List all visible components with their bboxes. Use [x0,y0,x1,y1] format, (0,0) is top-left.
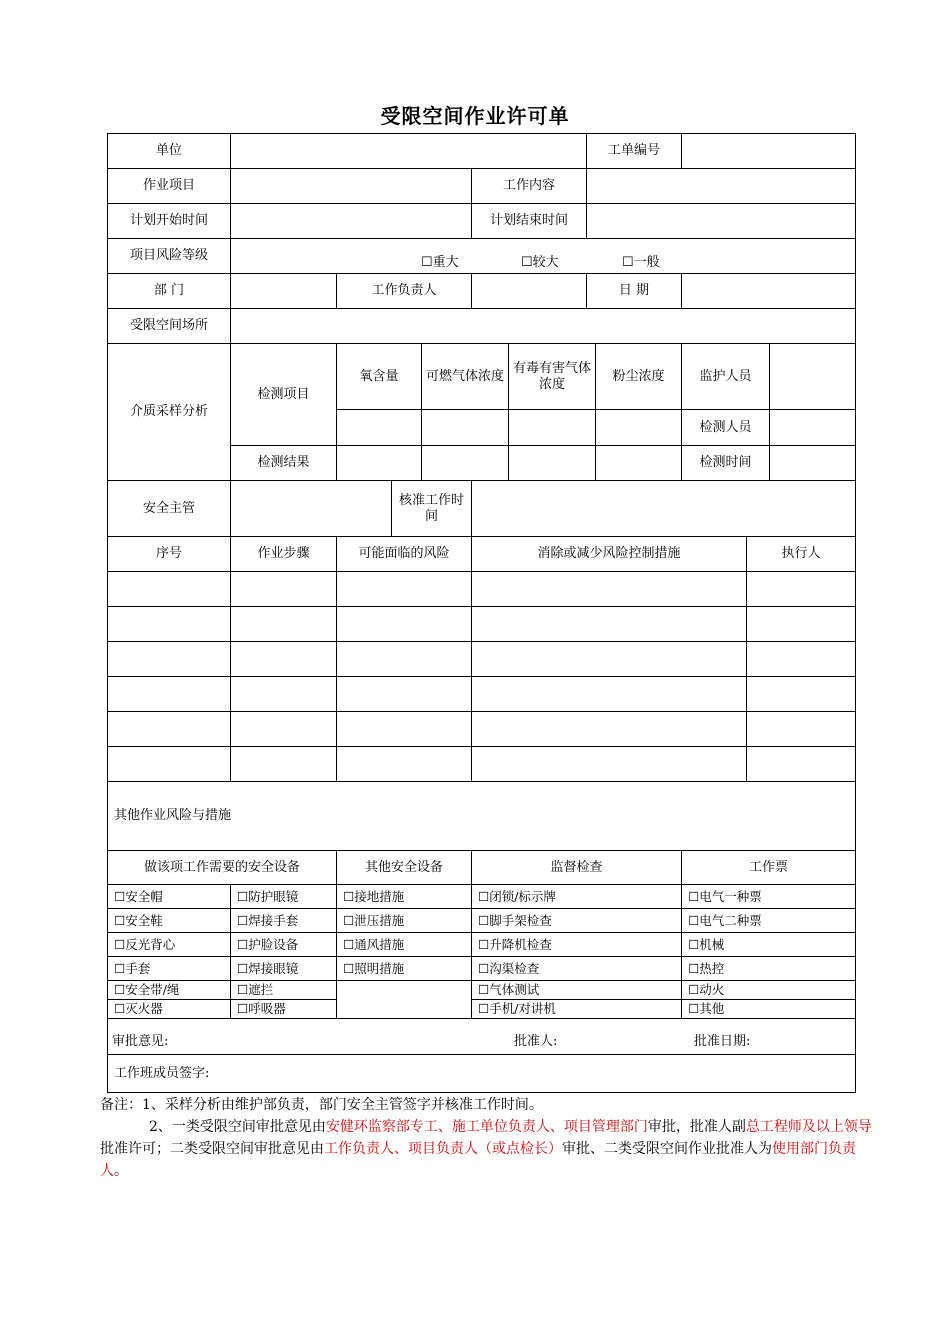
notes [100,1094,875,1182]
guardian-field[interactable] [769,343,856,410]
table-row[interactable] [107,676,231,712]
date-label: 日 期 [586,273,682,309]
table-row[interactable] [336,711,472,747]
checklist-item[interactable]: ☐护脸设备 [230,932,337,957]
note-2-red: 总工程师及以上领导 [745,1119,872,1135]
executor-header: 执行人 [746,536,856,572]
combustible-label: 可燃气体浓度 [421,343,509,410]
note-1: 备注：1、采样分析由维护部负责，部门安全主管签字并核准工作时间。 [100,1097,543,1113]
table-row[interactable] [230,606,337,642]
note-2-red: 工作负责人、项目负责人（或点检长） [324,1141,562,1157]
table-row[interactable] [471,711,747,747]
table-row[interactable] [746,711,856,747]
step-header: 作业步骤 [230,536,337,572]
dust-item-field[interactable] [595,409,682,446]
checklist-item[interactable]: ☐防护眼镜 [230,884,337,909]
table-row[interactable] [107,746,231,782]
checklist-item[interactable]: ☐安全带/绳 [107,980,231,1000]
checklist-empty [336,980,472,1019]
order-no-label: 工单编号 [586,133,682,169]
table-row[interactable] [230,571,337,607]
date-field[interactable] [681,273,856,309]
plan-end-label: 计划结束时间 [471,203,587,239]
supervision-header: 监督检查 [471,850,682,885]
other-risk-label: 其他作业风险与措施 [114,808,232,823]
table-row[interactable] [230,711,337,747]
checklist-item[interactable]: ☐照明措施 [336,956,472,981]
table-row[interactable] [746,746,856,782]
confined-place-field[interactable] [230,308,856,344]
table-row[interactable] [230,746,337,782]
toxic-label: 有毒有害气体浓度 [508,343,596,410]
checklist-item[interactable]: ☐手机/对讲机 [471,999,682,1019]
plan-start-field[interactable] [230,203,472,239]
verify-time-field[interactable] [471,480,856,537]
test-time-field[interactable] [769,445,856,481]
table-row[interactable] [336,676,472,712]
guardian-label: 监护人员 [681,343,770,410]
note-2 [100,1116,875,1182]
oxygen-result-field[interactable] [336,445,422,481]
oxygen-item-field[interactable] [336,409,422,446]
checklist-item[interactable]: ☐电气二种票 [681,908,856,933]
checklist-item[interactable]: ☐泄压措施 [336,908,472,933]
control-header: 消除或减少风险控制措施 [471,536,747,572]
table-row[interactable] [230,641,337,677]
seq-header: 序号 [107,536,231,572]
checklist-item[interactable]: ☐接地措施 [336,884,472,909]
equip-needed-header: 做该项工作需要的安全设备 [107,850,337,885]
table-row[interactable] [746,641,856,677]
table-row[interactable] [336,571,472,607]
note-2-text: 2、一类受限空间审批意见由 [149,1119,326,1135]
table-row[interactable] [230,676,337,712]
table-row[interactable] [746,606,856,642]
work-content-label: 工作内容 [471,168,587,204]
safety-supervisor-label: 安全主管 [107,480,231,537]
order-no-field[interactable] [681,133,856,169]
risk-large-checkbox[interactable]: ☐较大 [521,255,559,270]
table-row[interactable] [471,571,747,607]
tester-label: 检测人员 [681,409,770,446]
work-leader-field[interactable] [471,273,587,309]
note-2-text: 批准许可；二类受限空间审批意见由 [100,1141,324,1157]
verify-time-label: 核准工作时间 [391,480,472,537]
approver-label: 批准人: [514,1034,558,1049]
plan-start-label: 计划开始时间 [107,203,231,239]
risk-header: 可能面临的风险 [336,536,472,572]
checklist-item[interactable]: ☐安全鞋 [107,908,231,933]
work-content-field[interactable] [586,168,856,204]
table-row[interactable] [107,711,231,747]
tester-field[interactable] [769,409,856,446]
checklist-item[interactable]: ☐安全帽 [107,884,231,909]
checklist-item[interactable]: ☐呼吸器 [230,999,337,1019]
medium-sampling-label: 介质采样分析 [107,343,231,481]
combustible-item-field[interactable] [421,409,509,446]
unit-label: 单位 [107,133,231,169]
table-row[interactable] [107,571,231,607]
table-row[interactable] [336,746,472,782]
toxic-result-field[interactable] [508,445,596,481]
checklist-item[interactable]: ☐灭火器 [107,999,231,1019]
table-row[interactable] [107,641,231,677]
note-2-text: 审批、 [562,1141,604,1157]
checklist-item[interactable]: ☐升降机检查 [471,932,682,957]
checklist-item[interactable]: ☐手套 [107,956,231,981]
table-row[interactable] [471,606,747,642]
test-result-label: 检测结果 [230,445,337,481]
checklist-item[interactable]: ☐气体测试 [471,980,682,1000]
risk-major-checkbox[interactable]: ☐重大 [421,255,459,270]
table-row[interactable] [746,676,856,712]
safety-supervisor-field[interactable] [230,480,392,537]
table-row[interactable] [336,606,472,642]
note-2-text: 二类受限空间作业批准人为 [604,1141,772,1157]
member-sign-field[interactable] [107,1054,856,1093]
work-item-field[interactable] [230,168,472,204]
checklist-item[interactable]: ☐沟渠检查 [471,956,682,981]
department-field[interactable] [230,273,337,309]
note-2-red: 使用部门负责人 [100,1141,856,1179]
toxic-item-field[interactable] [508,409,596,446]
ticket-header: 工作票 [681,850,856,885]
other-equip-header: 其他安全设备 [336,850,472,885]
approval-opinion-label: 审批意见: [112,1034,169,1049]
checklist-item[interactable]: ☐反光背心 [107,932,231,957]
table-row[interactable] [107,606,231,642]
oxygen-label: 氧含量 [336,343,422,410]
member-sign-label: 工作班成员签字: [114,1065,210,1081]
confined-place-label: 受限空间场所 [107,308,231,344]
test-item-label: 检测项目 [230,343,337,446]
table-row[interactable] [336,641,472,677]
table-row[interactable] [746,571,856,607]
dust-label: 粉尘浓度 [595,343,682,410]
checklist-item[interactable]: ☐闭锁/标示牌 [471,884,682,909]
work-leader-label: 工作负责人 [336,273,472,309]
checklist-item[interactable]: ☐遮拦 [230,980,337,1000]
checklist-item[interactable]: ☐热控 [681,956,856,981]
note-2-red: 安健环监察部专工、施工单位负责人、项目管理部门 [325,1119,648,1135]
checklist-item[interactable]: ☐通风措施 [336,932,472,957]
form-title: 受限空间作业许可单 [380,104,570,128]
work-item-label: 作业项目 [107,168,231,204]
checklist-item[interactable]: ☐脚手架检查 [471,908,682,933]
dust-result-field[interactable] [595,445,682,481]
checklist-item[interactable]: ☐机械 [681,932,856,957]
combustible-result-field[interactable] [421,445,509,481]
checklist-item[interactable]: ☐动火 [681,980,856,1000]
risk-general-checkbox[interactable]: ☐一般 [622,255,660,270]
checklist-item[interactable]: ☐焊接眼镜 [230,956,337,981]
approval-date-label: 批准日期: [694,1034,751,1049]
table-row[interactable] [471,641,747,677]
note-2-text: 。 [114,1163,128,1179]
table-row[interactable] [471,746,747,782]
checklist-item[interactable]: ☐焊接手套 [230,908,337,933]
unit-field[interactable] [230,133,587,169]
table-row[interactable] [471,676,747,712]
note-2-text: 审批，批准人副 [647,1119,746,1135]
checklist-item[interactable]: ☐其他 [681,999,856,1019]
checklist-item[interactable]: ☐电气一种票 [681,884,856,909]
risk-level-label: 项目风险等级 [107,238,231,274]
department-label: 部 门 [107,273,231,309]
other-risk-field[interactable] [107,781,856,851]
test-time-label: 检测时间 [681,445,770,481]
plan-end-field[interactable] [586,203,856,239]
